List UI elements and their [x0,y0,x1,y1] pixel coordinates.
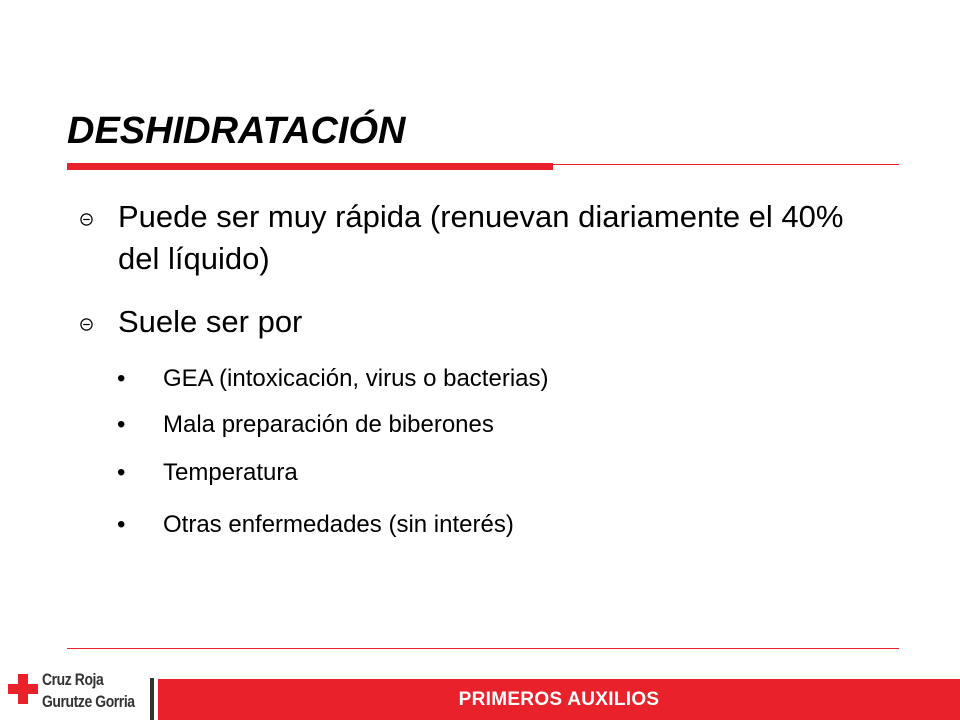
footer-bar [158,679,960,720]
sub-bullet-item [117,410,877,440]
title-underline-thin [67,164,899,165]
logo-text-line-2: Gurutze Gorria [42,692,135,711]
cruz-roja-logo [2,664,158,720]
sub-bullet-item [117,510,877,540]
circle-minus-icon [80,318,93,331]
logo-frame-bar [150,678,154,720]
footer-label: PRIMEROS AUXILIOS [458,689,660,710]
sub-bullet-text: GEA (intoxicación, virus o bacterias) [163,365,549,392]
logo-text-line-1: Cruz Roja [42,670,104,689]
bullet-dot: • [117,365,126,392]
sub-bullet-item [117,364,877,394]
slide-title: DESHIDRATACIÓN [67,110,406,152]
sub-bullet-text: Mala preparación de biberones [163,411,494,438]
bullet-dot: • [117,459,126,486]
sub-bullet-item [117,458,877,488]
bullet-text: Suele ser por [118,304,303,339]
bullet-dot: • [117,411,126,438]
sub-bullet-text: Otras enfermedades (sin interés) [163,511,514,538]
red-cross-icon [8,674,38,704]
circle-minus-icon [80,213,93,226]
bullet-item [80,196,880,280]
sub-bullet-text: Temperatura [163,459,298,486]
bullet-text: Puede ser muy rápida (renuevan diariamente el 40% del líquido) [118,199,844,276]
footer-divider [67,648,899,649]
bullet-item [80,301,880,343]
bullet-dot: • [117,511,126,538]
